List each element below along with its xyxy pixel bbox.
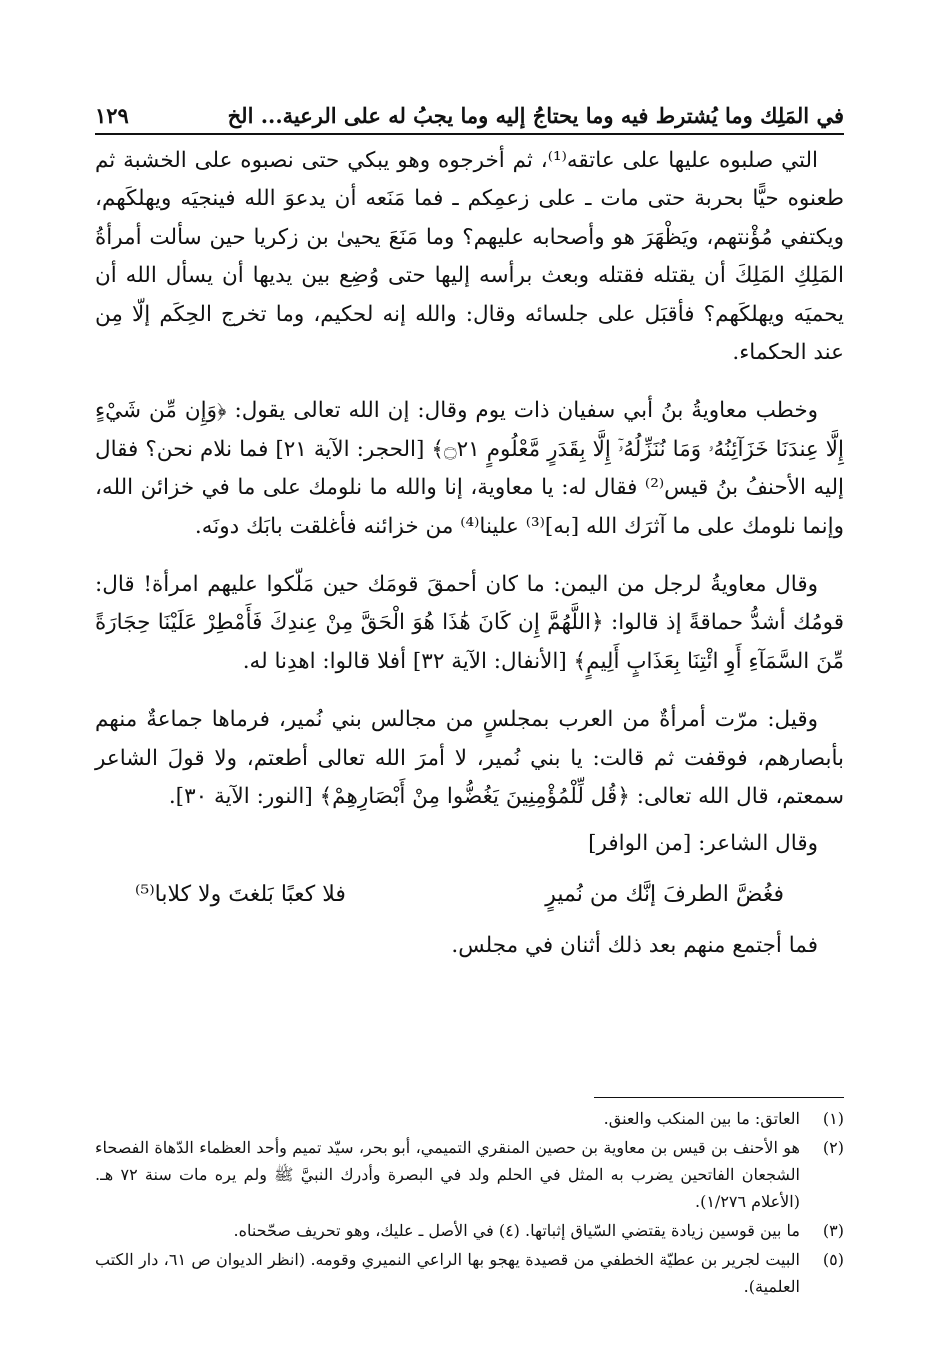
paragraph: وقيل: مرّت أمرأةٌ من العرب بمجلسٍ من مجالس بني نُمير، فرماها جماعةٌ منهم بأبصارهم، فوقفت ثم قالت: يا بني نُمير، لا أمرَ الله تعالى أطعتم، ولا قولَ الشاعر سمعتم، قال الله تعالى: ﴿قُل لِّلْمُؤْمِنِينَ يَغُضُّوا مِنْ أَبْصَارِهِمْ﴾ [النور: الآية ٣٠].: [95, 707, 844, 810]
paragraph: وخطب معاويةُ بنُ أبي سفيان ذات يوم وقال: إن الله تعالى يقول: ﴿وَإِن مِّن شَيْءٍ إِلَّا عِندَنَا خَزَآئِنُهُۥ وَمَا نُنَزِّلُهُۥٓ إِلَّا بِقَدَرٍ مَّعْلُومٍ ۝٢١﴾ [الحجر: الآية ٢١] فما نلام نحن؟ فقال إليه الأحنفُ بنُ قيس⁽²⁾ فقال له: يا معاوية، إنا والله ما نلومك على ما في خزائن الله، وإنما نلومك على ما آثرَك الله [به]⁽³⁾ علينا⁽⁴⁾ من خزائنه فأغلقت بابَك دونَه.: [95, 398, 844, 539]
footnote-divider: [594, 1097, 844, 1098]
footnote: [95, 1246, 844, 1300]
footnotes: [95, 1105, 844, 1302]
footnote-number: (٥): [822, 1250, 844, 1269]
verse-first-hemistich: فغُضَّ الطرفَ إنَّك من نُميرٍ: [545, 881, 784, 907]
footnote: [95, 1134, 844, 1215]
footnote-number: (٣): [822, 1221, 844, 1240]
footnote: [95, 1105, 844, 1132]
verse-second-hemistich: فلا كعبًا بَلغتَ ولا كلابا⁽⁵⁾: [135, 881, 346, 907]
footnote-text: هو الأحنف بن قيس بن معاوية بن حصين المنقري التميمي، أبو بحر، سيّد تميم وأحد العظماء الدّهاة الفصحاء الشجعان الفاتحين يضرب به المثل في الحلم ولد في البصرة وأدرك النبيَّ ﷺ ولم يره مات سنة ٧٢ هـ. (الأعلام ١/٢٧٦).: [95, 1138, 801, 1211]
footnote-number: (٢): [822, 1138, 844, 1157]
footnote-text: العاتق: ما بين المنكب والعنق.: [603, 1109, 800, 1128]
footnote-number: (١): [822, 1109, 844, 1128]
header-divider: [95, 133, 844, 135]
footnote: [95, 1217, 844, 1244]
main-text: [95, 142, 844, 985]
header-title: في المَلِك وما يُشترط فيه وما يحتاجُ إليه وما يجبُ له على الرعية... الخ: [227, 103, 844, 128]
page-number: ١٢٩: [95, 103, 129, 128]
paragraph: وقال معاويةُ لرجل من اليمن: ما كان أحمقَ قومَك حين مَلّكوا عليهم امرأة! قال: قومُك أشدُّ حماقةً إذ قالوا: ﴿اللَّهُمَّ إِن كَانَ هَٰذَا هُوَ الْحَقَّ مِنْ عِندِكَ فَأَمْطِرْ عَلَيْنَا حِجَارَةً مِّنَ السَّمَآءِ أَوِ ائْتِنَا بِعَذَابٍ أَلِيمٍ﴾ [الأنفال: الآية ٣٢] أفلا قالوا: اهدِنا له.: [95, 572, 844, 674]
closing-line: فما أجتمع منهم بعد ذلك أثنان في مجلس.: [451, 932, 818, 958]
footnote-text: البيت لجرير بن عطيّة الخطفي من قصيدة يهجو بها الراعي النميري وقومه. (انظر الديوان ص ٦١، دار الكتب العلمية).: [95, 1250, 801, 1296]
poet-intro: وقال الشاعر: [من الوافر]: [588, 830, 818, 856]
paragraph: التي صلبوه عليها على عاتقه⁽¹⁾، ثم أخرجوه وهو يبكي حتى نصبوه على الخشبة ثم طعنوه حيًّا بحربة حتى مات ـ على زعمِكم ـ فما مَنَعه أن يدعوَ الله فينجيَه ويهلكَهم، ويكتفي مُؤْنتهم، ويَظْهَرَ هو وأصحابه عليهم؟ وما مَنَعَ يحيىٰ بن زكريا حين سألت أمرأةُ المَلِكِ المَلِكَ أن يقتله فقتله وبعث برأسه إليها حتى وُضِع بين يديها أن يسأل الله أن يحميَه ويهلكَهم؟ فأقبَل على جلسائه وقال: والله إنه لحكيم، وما تخرج الحِكَم إلّا مِن عند الحكماء.: [95, 148, 844, 366]
footnote-text: ما بين قوسين زيادة يقتضي السّياق إثباتها. (٤) في الأصل ـ عليك، وهو تحريف صحّحناه.: [233, 1221, 800, 1240]
running-header: [95, 92, 844, 128]
poem-verse: [135, 871, 784, 919]
